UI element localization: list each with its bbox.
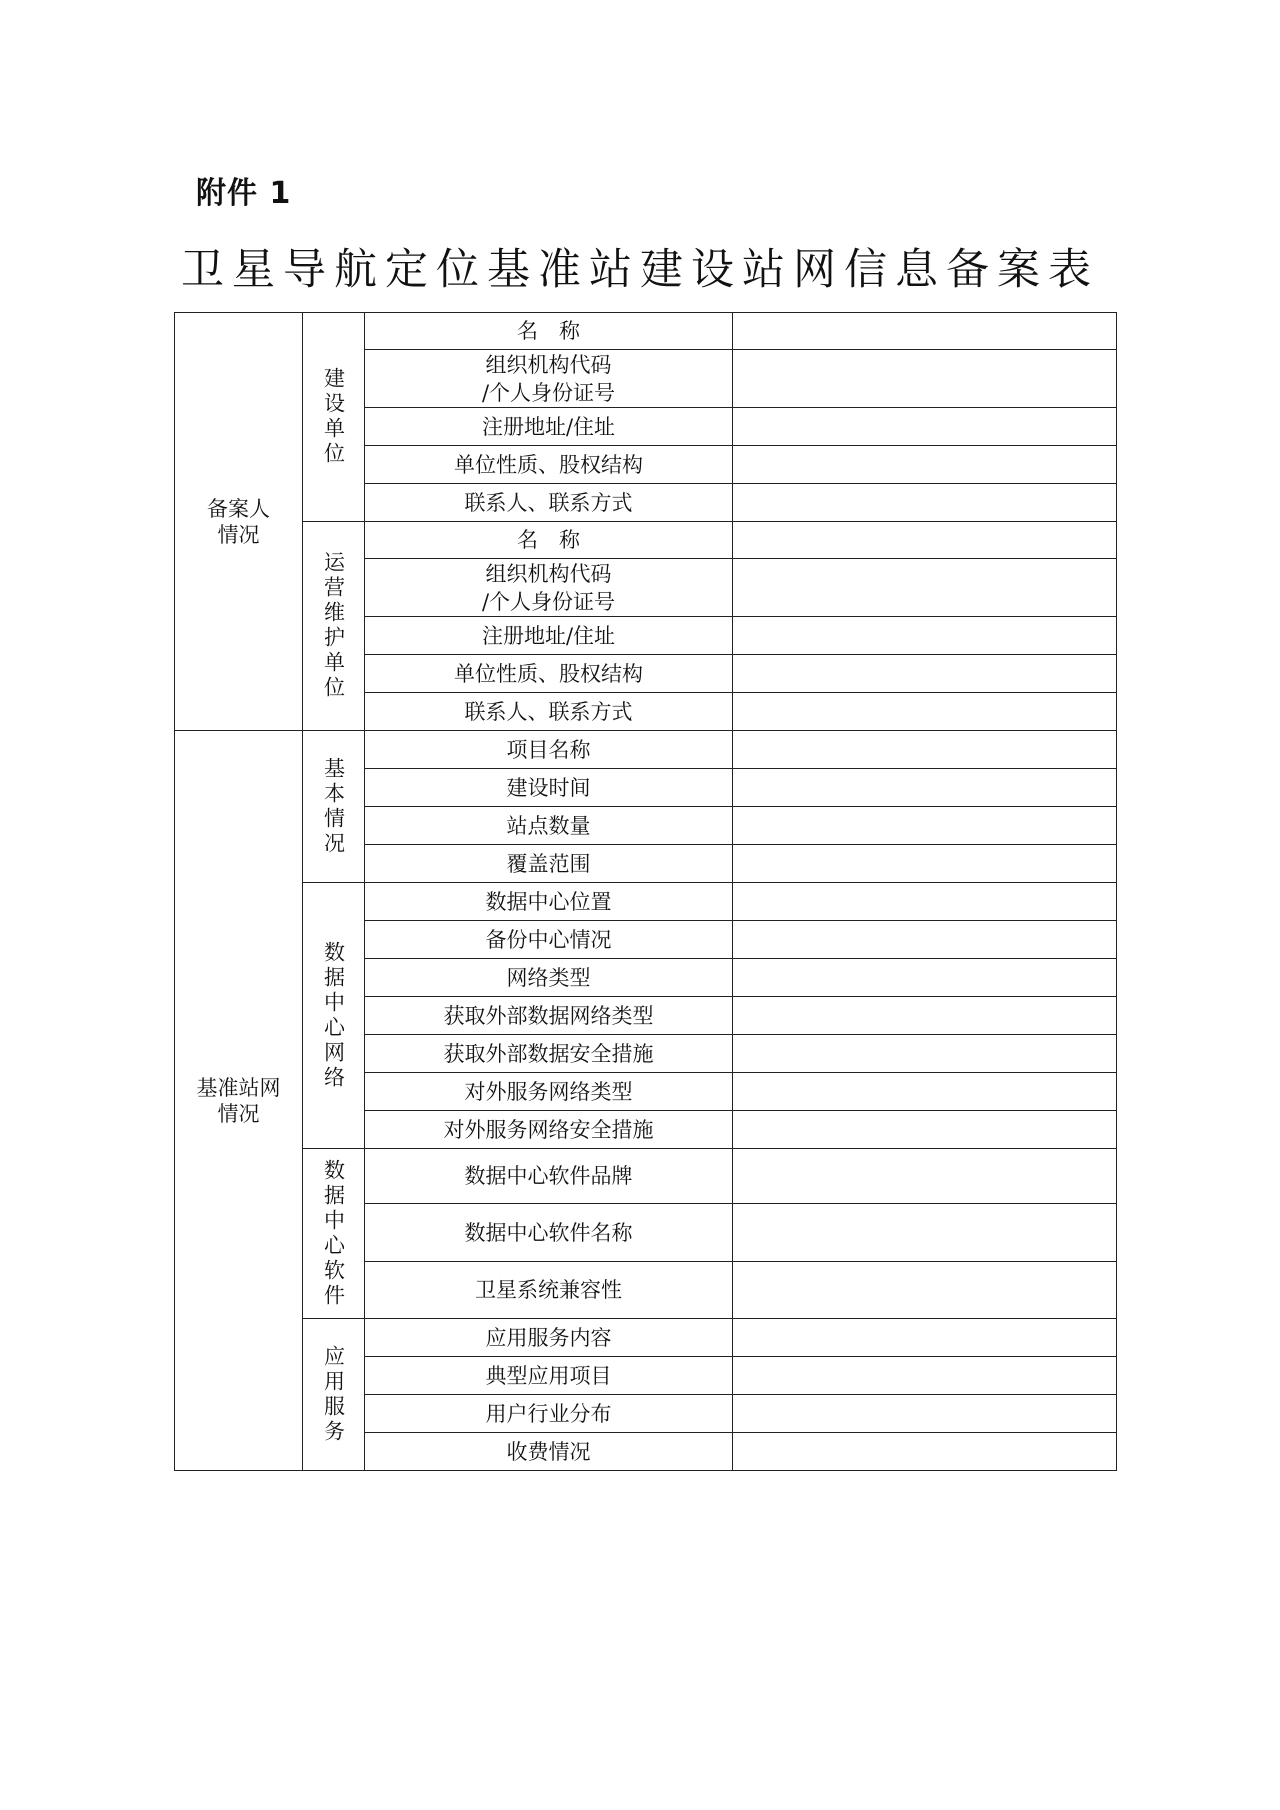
field-label: 数据中心软件品牌: [365, 1149, 733, 1204]
field-label: 卫星系统兼容性: [365, 1262, 733, 1319]
field-value[interactable]: [733, 655, 1117, 693]
attachment-label: 附件 1: [196, 176, 292, 211]
field-value[interactable]: [733, 807, 1117, 845]
field-label-text: 组织机构代码 /个人身份证号: [481, 561, 616, 614]
field-label: 名 称: [365, 522, 733, 559]
field-value[interactable]: [733, 1433, 1117, 1471]
subsection-build-unit-label: 建设单位: [303, 313, 365, 522]
field-label: 数据中心位置: [365, 883, 733, 921]
field-value[interactable]: [733, 559, 1117, 617]
field-label: 注册地址/住址: [365, 408, 733, 446]
table-row: [175, 1149, 1117, 1204]
field-value[interactable]: [733, 693, 1117, 731]
field-label: 单位性质、股权结构: [365, 655, 733, 693]
field-value[interactable]: [733, 921, 1117, 959]
subsection-dc-network-label: 数据中心网络: [303, 883, 365, 1149]
field-label: 应用服务内容: [365, 1319, 733, 1357]
field-label: 联系人、联系方式: [365, 484, 733, 522]
section-filer-label: [175, 313, 303, 731]
table-row: [175, 731, 1117, 769]
field-label: 注册地址/住址: [365, 617, 733, 655]
field-value[interactable]: [733, 731, 1117, 769]
field-label: 数据中心软件名称: [365, 1204, 733, 1262]
field-label: 获取外部数据安全措施: [365, 1035, 733, 1073]
field-value[interactable]: [733, 1035, 1117, 1073]
table-row: [175, 522, 1117, 559]
field-value[interactable]: [733, 522, 1117, 559]
field-label: 典型应用项目: [365, 1357, 733, 1395]
field-label: [365, 559, 733, 617]
subsection-dc-software-label: 数据中心软件: [303, 1149, 365, 1319]
subsection-basic-label: 基本情况: [303, 731, 365, 883]
section-network-label: [175, 731, 303, 1471]
field-value[interactable]: [733, 959, 1117, 997]
filing-form-table: [174, 312, 1117, 1471]
field-value[interactable]: [733, 484, 1117, 522]
field-value[interactable]: [733, 845, 1117, 883]
form-title: 卫星导航定位基准站建设站网信息备案表: [181, 245, 1099, 295]
field-label: 对外服务网络安全措施: [365, 1111, 733, 1149]
field-value[interactable]: [733, 446, 1117, 484]
field-value[interactable]: [733, 1395, 1117, 1433]
field-value[interactable]: [733, 883, 1117, 921]
field-label: 用户行业分布: [365, 1395, 733, 1433]
field-value[interactable]: [733, 1111, 1117, 1149]
field-label: 项目名称: [365, 731, 733, 769]
field-label: 对外服务网络类型: [365, 1073, 733, 1111]
field-value[interactable]: [733, 617, 1117, 655]
field-label: 站点数量: [365, 807, 733, 845]
field-value[interactable]: [733, 1262, 1117, 1319]
section-network-text: 基准站网情况: [196, 1075, 281, 1126]
table-row: [175, 883, 1117, 921]
field-value[interactable]: [733, 1149, 1117, 1204]
field-label: 网络类型: [365, 959, 733, 997]
field-label: 名 称: [365, 313, 733, 350]
field-label: 建设时间: [365, 769, 733, 807]
section-filer-text: 备案人情况: [207, 496, 270, 547]
field-label: 单位性质、股权结构: [365, 446, 733, 484]
field-label: 收费情况: [365, 1433, 733, 1471]
field-label: 备份中心情况: [365, 921, 733, 959]
field-value[interactable]: [733, 769, 1117, 807]
field-label: [365, 350, 733, 408]
subsection-ops-unit-label: 运营维护单位: [303, 522, 365, 731]
field-value[interactable]: [733, 350, 1117, 408]
field-value[interactable]: [733, 1204, 1117, 1262]
field-label: 联系人、联系方式: [365, 693, 733, 731]
field-label: 覆盖范围: [365, 845, 733, 883]
field-value[interactable]: [733, 313, 1117, 350]
field-value[interactable]: [733, 1073, 1117, 1111]
table-row: [175, 1319, 1117, 1357]
table-row: [175, 313, 1117, 350]
field-value[interactable]: [733, 1357, 1117, 1395]
field-label-text: 组织机构代码 /个人身份证号: [481, 352, 616, 405]
field-value[interactable]: [733, 408, 1117, 446]
field-label: 获取外部数据网络类型: [365, 997, 733, 1035]
field-value[interactable]: [733, 1319, 1117, 1357]
subsection-app-service-label: 应用服务: [303, 1319, 365, 1471]
field-value[interactable]: [733, 997, 1117, 1035]
